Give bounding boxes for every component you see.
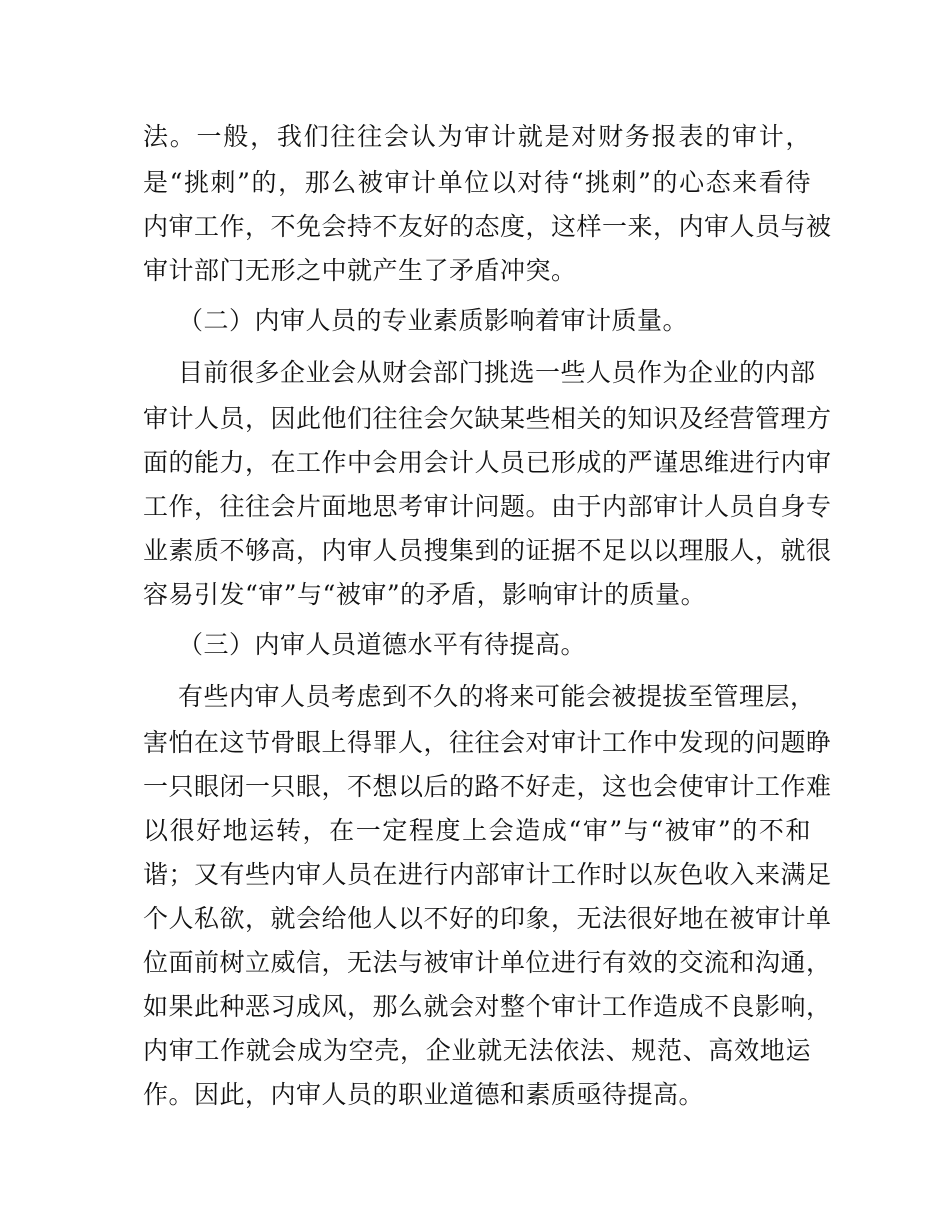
text-line: 如果此种恶习成风，那么就会对整个审计工作造成不良影响， [143,992,832,1021]
text-line: 害怕在这节骨眼上得罪人，往往会对审计工作中发现的问题睁 [143,728,832,757]
text-line: 面的能力，在工作中会用会计人员已形成的严谨思维进行内审 [143,448,832,477]
text-line: 作。因此，内审人员的职业道德和素质亟待提高。 [143,1080,705,1109]
text-line: 业素质不够高，内审人员搜集到的证据不足以以理服人，就很 [143,536,832,565]
text-line: 以很好地运转，在一定程度上会造成“审”与“被审”的不和 [143,816,811,845]
text-line: 位面前树立威信，无法与被审计单位进行有效的交流和沟通， [143,948,832,977]
text-line: 谐；又有些内审人员在进行内部审计工作时以灰色收入来满足 [143,860,832,889]
text-line: 内审工作就会成为空壳，企业就无法依法、规范、高效地运 [143,1036,811,1065]
section-heading: （二）内审人员的专业素质影响着审计质量。 [178,306,689,335]
text-line: 内审工作，不免会持不友好的态度，这样一来，内审人员与被 [143,212,832,241]
text-line: 容易引发“审”与“被审”的矛盾，影响审计的质量。 [143,580,707,609]
text-line: 审计人员，因此他们往往会欠缺某些相关的知识及经营管理方 [143,404,832,433]
text-line: 一只眼闭一只眼，不想以后的路不好走，这也会使审计工作难 [143,772,832,801]
text-line: 个人私欲，就会给他人以不好的印象，无法很好地在被审计单 [143,904,832,933]
text-line: 法。一般，我们往往会认为审计就是对财务报表的审计， [143,122,811,151]
text-line: 有些内审人员考虑到不久的将来可能会被提拔至管理层， [178,682,816,711]
text-line: 审计部门无形之中就产生了矛盾冲突。 [143,256,577,285]
text-line: 目前很多企业会从财会部门挑选一些人员作为企业的内部 [178,358,816,387]
text-line: 是“挑刺”的，那么被审计单位以对待“挑刺”的心态来看待 [143,168,811,197]
text-line: 工作，往往会片面地思考审计问题。由于内部审计人员自身专 [143,492,832,521]
section-heading: （三）内审人员道德水平有待提高。 [178,630,587,659]
